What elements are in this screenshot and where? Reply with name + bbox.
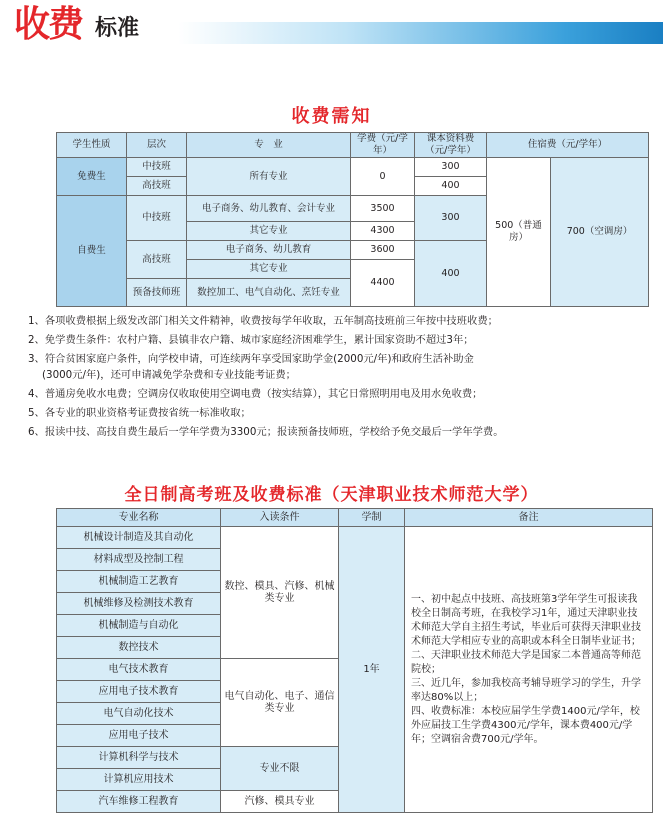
dorm-cell: 500（普通房） — [487, 158, 551, 307]
major-table — [56, 508, 653, 813]
books-cell: 300 — [415, 196, 487, 241]
header-title-main: 收费 — [14, 4, 83, 45]
condition-cell: 专业不限 — [221, 747, 339, 791]
books-cell: 400 — [415, 241, 487, 307]
major-cell: 其它专业 — [187, 222, 351, 241]
condition-cell: 电气自动化、电子、通信类专业 — [221, 659, 339, 747]
duration-cell: 1年 — [339, 527, 405, 813]
level-cell: 高技班 — [127, 177, 187, 196]
major-name: 机械维修及检测技术教育 — [57, 593, 221, 615]
major-cell: 电子商务、幼儿教育、会计专业 — [187, 196, 351, 222]
fee-table — [56, 132, 649, 307]
remark-item: 一、初中起点中技班、高技班第3学年学生可报读我校全日制高考班，在我校学习1年，通过天津职业技术师范大学自主招生考试，毕业后可获得天津职业技术师范大学相应专业的高职或本科全日制毕业证书； — [411, 593, 641, 647]
section1-title: 收费需知 — [291, 106, 372, 127]
books-cell: 400 — [415, 177, 487, 196]
major-name: 电气自动化技术 — [57, 703, 221, 725]
major-name: 计算机科学与技术 — [57, 747, 221, 769]
level-cell: 中技班 — [127, 196, 187, 241]
tuition-cell: 4300 — [351, 222, 415, 241]
remark-item: 三、近几年，参加我校高考辅导班学习的学生，升学率达80%以上； — [411, 677, 641, 703]
col-header: 备注 — [405, 509, 653, 527]
tuition-cell: 3500 — [351, 196, 415, 222]
page-header — [0, 0, 663, 52]
major-name: 计算机应用技术 — [57, 769, 221, 791]
note-item: (3000元/年)，还可申请减免学杂费和专业技能考证费； — [42, 369, 296, 381]
student-type: 免费生 — [57, 158, 127, 196]
major-name: 电气技术教育 — [57, 659, 221, 681]
level-cell: 高技班 — [127, 241, 187, 279]
major-name: 机械设计制造及其自动化 — [57, 527, 221, 549]
section2-title: 全日制高考班及收费标准（天津职业技术师范大学） — [124, 485, 539, 505]
fee-notes — [28, 314, 658, 444]
major-cell: 所有专业 — [187, 158, 351, 196]
header-title-sub: 标准 — [95, 16, 140, 41]
major-cell: 电子商务、幼儿教育 — [187, 241, 351, 260]
header-gradient-bar — [178, 22, 663, 44]
major-name: 数控技术 — [57, 637, 221, 659]
col-header: 住宿费（元/学年） — [487, 133, 649, 158]
col-header: 学费（元/学年） — [351, 133, 415, 158]
major-name: 机械制造工艺教育 — [57, 571, 221, 593]
dorm-cell: 700（空调房） — [551, 158, 649, 307]
major-name: 材料成型及控制工程 — [57, 549, 221, 571]
condition-cell: 汽修、模具专业 — [221, 791, 339, 813]
col-header: 入读条件 — [221, 509, 339, 527]
note-item: 1、各项收费根据上级发改部门相关文件精神，收费按每学年收取，五年制高技班前三年按中技班收费； — [28, 315, 498, 327]
books-cell: 300 — [415, 158, 487, 177]
note-item: 4、普通房免收水电费；空调房仅收取使用空调电费（按实结算），其它日常照明用电及用水免收费； — [28, 388, 483, 400]
tuition-cell: 4400 — [351, 260, 415, 307]
remarks-cell — [405, 527, 653, 813]
note-item: 2、免学费生条件：农村户籍、县镇非农户籍、城市家庭经济困难学生，累计国家资助不超过3年； — [28, 334, 474, 346]
student-type: 自费生 — [57, 196, 127, 307]
col-header: 层次 — [127, 133, 187, 158]
col-header: 学生性质 — [57, 133, 127, 158]
major-name: 汽车维修工程教育 — [57, 791, 221, 813]
major-name: 机械制造与自动化 — [57, 615, 221, 637]
major-cell: 其它专业 — [187, 260, 351, 279]
major-cell: 数控加工、电气自动化、烹饪专业 — [187, 279, 351, 307]
note-item: 5、各专业的职业资格考证费按省统一标准收取； — [28, 407, 251, 419]
tuition-cell: 0 — [351, 158, 415, 196]
note-item: 3、符合贫困家庭户条件，向学校申请，可连续两年享受国家助学金(2000元/年)和政府生活补助金 — [28, 353, 474, 365]
col-header: 专业名称 — [57, 509, 221, 527]
remark-item: 四、收费标准：本校应届学生学费1400元/学年，校外应届技工生学费4300元/学年，课本费400元/学年；空调宿舍费700元/学年。 — [411, 705, 640, 745]
major-name: 应用电子技术 — [57, 725, 221, 747]
level-cell: 预备技师班 — [127, 279, 187, 307]
tuition-cell: 3600 — [351, 241, 415, 260]
remark-item: 二、天津职业技术师范大学是国家二本普通高等师范院校； — [411, 649, 641, 675]
col-header: 学制 — [339, 509, 405, 527]
major-name: 应用电子技术教育 — [57, 681, 221, 703]
condition-cell: 数控、模具、汽修、机械类专业 — [221, 527, 339, 659]
col-header: 课本资料费（元/学年） — [415, 133, 487, 158]
col-header: 专 业 — [187, 133, 351, 158]
level-cell: 中技班 — [127, 158, 187, 177]
note-item: 6、报读中技、高技自费生最后一学年学费为3300元；报读预备技师班，学校给予免交最后一学年学费。 — [28, 426, 504, 438]
